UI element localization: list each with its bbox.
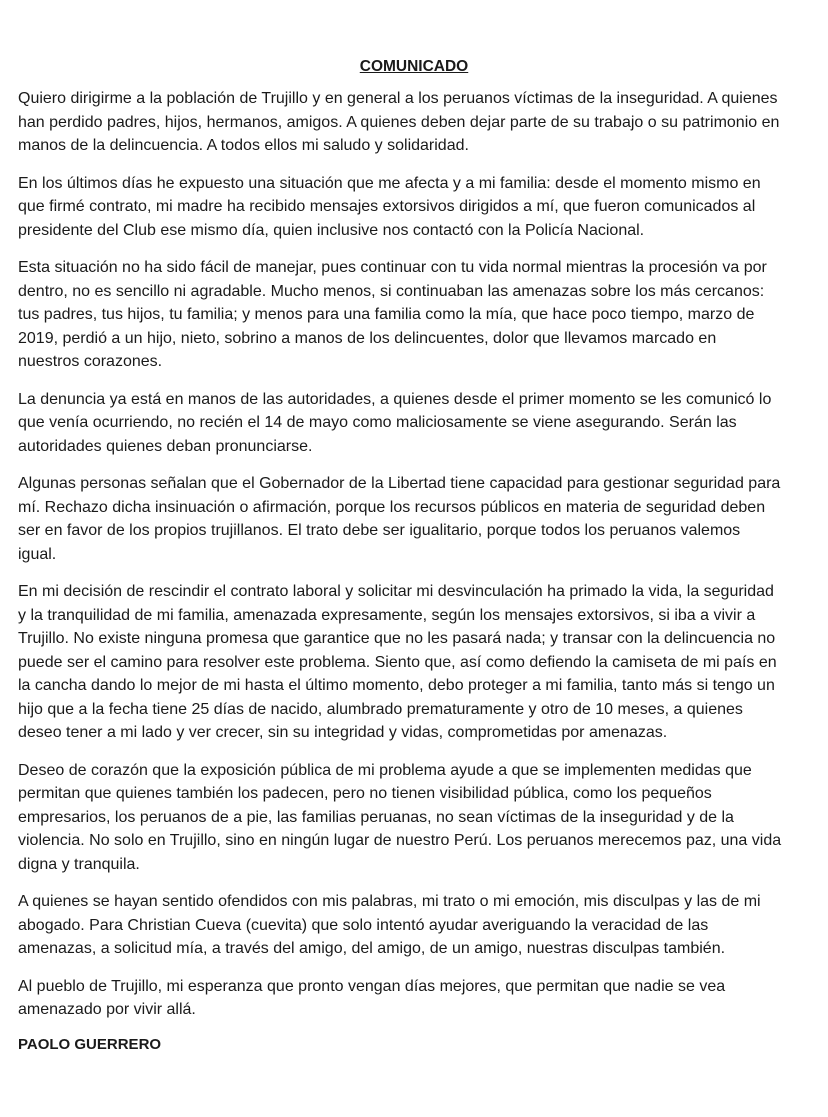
- document-title: COMUNICADO: [359, 58, 469, 75]
- paragraph-8: A quienes se hayan sentido ofendidos con mis palabras, mi trato o mi emoción, mis disculpas y las de mi abogado. Para Christian Cueva (cuevita) que solo intentó ayudar averiguando la veracidad de las amenazas, a solicitud mía, a través del amigo, del amigo, de un amigo, nuestras disculpas también.: [18, 893, 761, 957]
- signature: PAOLO GUERRERO: [18, 1035, 162, 1053]
- paragraph-6: En mi decisión de rescindir el contrato laboral y solicitar mi desvinculación ha primado la vida, la seguridad y la tranquilidad de mi familia, amenazada expresamente, según los mensajes extorsivos, si iba a vivir a Trujillo. No existe ninguna promesa que garantice que no les pasará nada; y transar con la delincuencia no puede ser el camino para resolver este problema. Siento que, así como defiendo la camiseta de mi país en la cancha dando lo mejor de mi hasta el último momento, debo proteger a mi familia, tanto más si tengo un hijo que a la fecha tiene 25 días de nacido, alumbrado prematuramente y otro de 10 meses, a quienes deseo tener a mi lado y ver crecer, sin su integridad y vidas, comprometidas por amenazas.: [18, 583, 777, 741]
- paragraph-4: La denuncia ya está en manos de las autoridades, a quienes desde el primer momento se les comunicó lo que venía ocurriendo, no recién el 14 de mayo como maliciosamente se viene asegurando. Serán las autoridades quienes deban pronunciarse.: [18, 390, 772, 455]
- paragraph-3: Esta situación no ha sido fácil de manejar, pues continuar con tu vida normal mientras la procesión va por dentro, no es sencillo ni agradable. Mucho menos, si continuaban las amenazas sobre los más cercanos: tus padres, tus hijos, tu familia; y menos para una familia como la mía, que hace poco tiempo, marzo de 2019, perdió a un hijo, nieto, sobrino a manos de los delincuentes, dolor que llevamos marcado en nuestros corazones.: [18, 259, 767, 370]
- paragraph-7: Deseo de corazón que la exposición pública de mi problema ayude a que se implementen medidas que permitan que quienes también los padecen, pero no tienen visibilidad pública, como los pequeños empresarios, los peruanos de a pie, las familias peruanas, no sean víctimas de la inseguridad y de la violencia. No solo en Trujillo, sino en ningún lugar de nuestro Perú. Los peruanos merecemos paz, una vida digna y tranquila.: [18, 761, 782, 873]
- paragraph-1: Quiero dirigirme a la población de Trujillo y en general a los peruanos víctimas de la inseguridad. A quienes han perdido padres, hijos, hermanos, amigos. A quienes deben dejar parte de su trabajo o su patrimonio en manos de la delincuencia. A todos ellos mi saludo y solidaridad.: [18, 90, 780, 154]
- paragraph-2: En los últimos días he expuesto una situación que me afecta y a mi familia: desde el momento mismo en que firmé contrato, mi madre ha recibido mensajes extorsivos dirigidos a mí, que fueron comunicados al presidente del Club ese mismo día, quien inclusive nos contactó con la Policía Nacional.: [18, 174, 761, 239]
- paragraph-9: Al pueblo de Trujillo, mi esperanza que pronto vengan días mejores, que permitan que nadie se vea amenazado por vivir allá.: [18, 977, 726, 1018]
- paragraph-5: Algunas personas señalan que el Gobernador de la Libertad tiene capacidad para gestionar seguridad para mí. Rechazo dicha insinuación o afirmación, porque los recursos públicos en materia de seguridad deben ser en favor de los propios trujillanos. El trato debe ser igualitario, porque todos los peruanos valemos igual.: [18, 475, 781, 563]
